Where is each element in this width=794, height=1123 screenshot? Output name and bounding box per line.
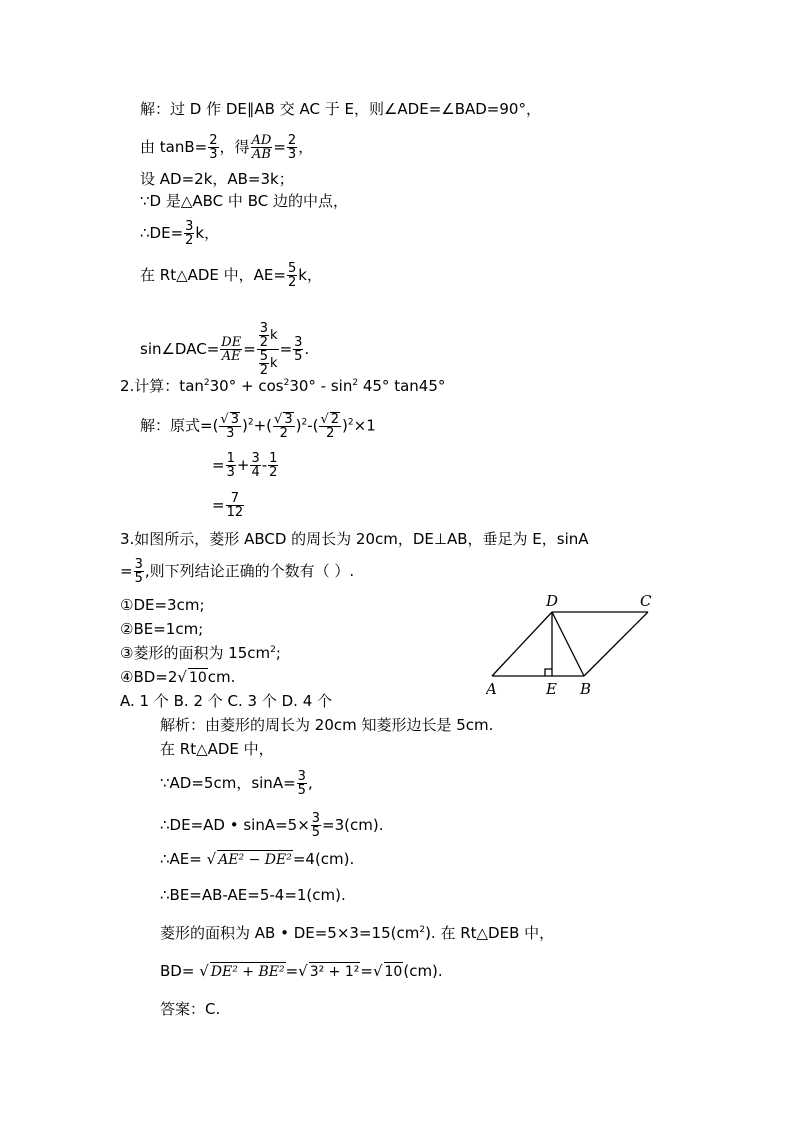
q1-line5: ∴DE= $\frac{3}{2}$ k， bbox=[140, 219, 220, 248]
rhombus-diagram bbox=[486, 590, 656, 700]
right-angle-mark bbox=[545, 669, 552, 676]
q2-solution-line3: = $\frac{7}{12}$ bbox=[212, 491, 244, 520]
fraction: $\frac{3}{5}$ bbox=[134, 557, 143, 586]
fraction: $\frac{2}{3}$ bbox=[287, 133, 297, 162]
q3-option-2: ②BE=1cm; bbox=[120, 620, 204, 638]
fraction: $\frac{3}{5}$ bbox=[297, 769, 306, 798]
q3-line1: 3.如图所示，菱形 ABCD 的周长为 20cm，DE⊥AB，垂足为 E，sinA bbox=[120, 530, 589, 548]
q3-option-1: ①DE=3cm; bbox=[120, 596, 205, 614]
analysis-line6: ∴BE=AB-AE=5-4=1(cm). bbox=[160, 886, 346, 904]
q3-line2: = $\frac{3}{5}$ ,则下列结论正确的个数有（ ）. bbox=[120, 557, 355, 586]
q3-option-3: ③菱形的面积为 $15cm^2$; bbox=[120, 644, 281, 662]
fraction: $\frac{1}{2}$ bbox=[269, 451, 278, 480]
analysis-line4: ∴DE=AD • sinA=5× $\frac{3}{5}$ =3(cm). bbox=[160, 811, 384, 840]
label-a: A bbox=[486, 680, 497, 698]
fraction: $\frac{√ 3}{3}$ bbox=[220, 412, 239, 441]
fraction: $\frac{√ 2}{2}$ bbox=[320, 412, 340, 441]
fraction: $\frac{2}{3}$ bbox=[209, 133, 218, 162]
q1-line3: 设 AD=2k，AB=3k； bbox=[140, 170, 294, 188]
fraction: $\frac{3}{5}$ bbox=[311, 811, 321, 840]
analysis-line1: 解析：由菱形的周长为 20cm 知菱形边长是 5cm. bbox=[160, 716, 494, 734]
fraction: $\frac{1}{3}$ bbox=[226, 451, 235, 480]
fraction: $\frac{7}{12}$ bbox=[226, 491, 244, 520]
fraction: $\frac{√ 3}{2}$ bbox=[274, 412, 293, 441]
analysis-line3: ∵AD=5cm，sinA= $\frac{3}{5}$ , bbox=[160, 769, 313, 798]
analysis-line5: ∴AE= √ AE² − DE²=4(cm). bbox=[160, 850, 355, 868]
side-bc bbox=[584, 612, 648, 676]
fraction: $\frac{5}{2}$ bbox=[287, 261, 297, 290]
label-e: E bbox=[546, 680, 557, 698]
fraction: $\frac{3}{2}$ bbox=[185, 219, 194, 248]
analysis-line8: BD= √ DE² + BE²=√ 3² + 1²=√ 10(cm). bbox=[160, 962, 443, 980]
label-c: C bbox=[640, 592, 652, 610]
fraction: $\frac{AD}{AB}$ bbox=[251, 133, 272, 162]
fraction: $\frac{3}{5}$ bbox=[294, 335, 303, 364]
q1-line7: sin∠DAC= $\frac{DE}{AE}$ = $\frac{3}{2}$ k $\frac{5}{2}$ k = $\frac{3}{5}$ . bbox=[140, 321, 310, 378]
q2-solution-line2: = $\frac{1}{3}$ + $\frac{3}{4}$ - $\frac{1}{2}$ bbox=[212, 451, 278, 480]
q2-solution-line1: 解：原式=( $\frac{√ 3}{3}$ )$^2$+( $\frac{√ 3}{2}$ )$^2$-( $\frac{√ 2}{2}$ )$^2$×1 bbox=[140, 412, 376, 441]
q2-title: 2.计算：$\tan^230^\circ + \cos^230^\circ - \sin^2 45^\circ$ tan45° bbox=[120, 377, 446, 395]
q3-option-4: ④BD=2√ 10cm. bbox=[120, 668, 236, 686]
fraction: $\frac{DE}{AE}$ bbox=[221, 335, 242, 364]
complex-fraction: $\frac{3}{2}$ k $\frac{5}{2}$ k bbox=[257, 322, 279, 377]
label-b: B bbox=[580, 680, 592, 698]
q1-line6: 在 Rt△ADE 中，AE= $\frac{5}{2}$ k， bbox=[140, 261, 322, 290]
side-ad bbox=[492, 612, 552, 676]
analysis-line2: 在 Rt△ADE 中， bbox=[160, 740, 274, 758]
answer: 答案：C. bbox=[160, 1000, 221, 1018]
q1-line1: 解：过 D 作 DE∥AB 交 AC 于 E，则∠ADE=∠BAD=90°， bbox=[140, 100, 541, 118]
q1-line2: 由 tanB= $\frac{2}{3}$ ，得 $\frac{AD}{AB}$ = $\frac{2}{3}$ ， bbox=[140, 133, 314, 162]
fraction: $\frac{3}{4}$ bbox=[251, 451, 260, 480]
label-d: D bbox=[546, 592, 559, 610]
segment-db bbox=[552, 612, 584, 676]
analysis-line7: 菱形的面积为 AB • $DE=5\times 3=15(cm^2)$. 在 Rt△DEB 中， bbox=[160, 924, 555, 942]
q1-line4: ∵D 是△ABC 中 BC 边的中点， bbox=[140, 192, 348, 210]
q3-choices: A. 1 个 B. 2 个 C. 3 个 D. 4 个 bbox=[120, 692, 333, 710]
